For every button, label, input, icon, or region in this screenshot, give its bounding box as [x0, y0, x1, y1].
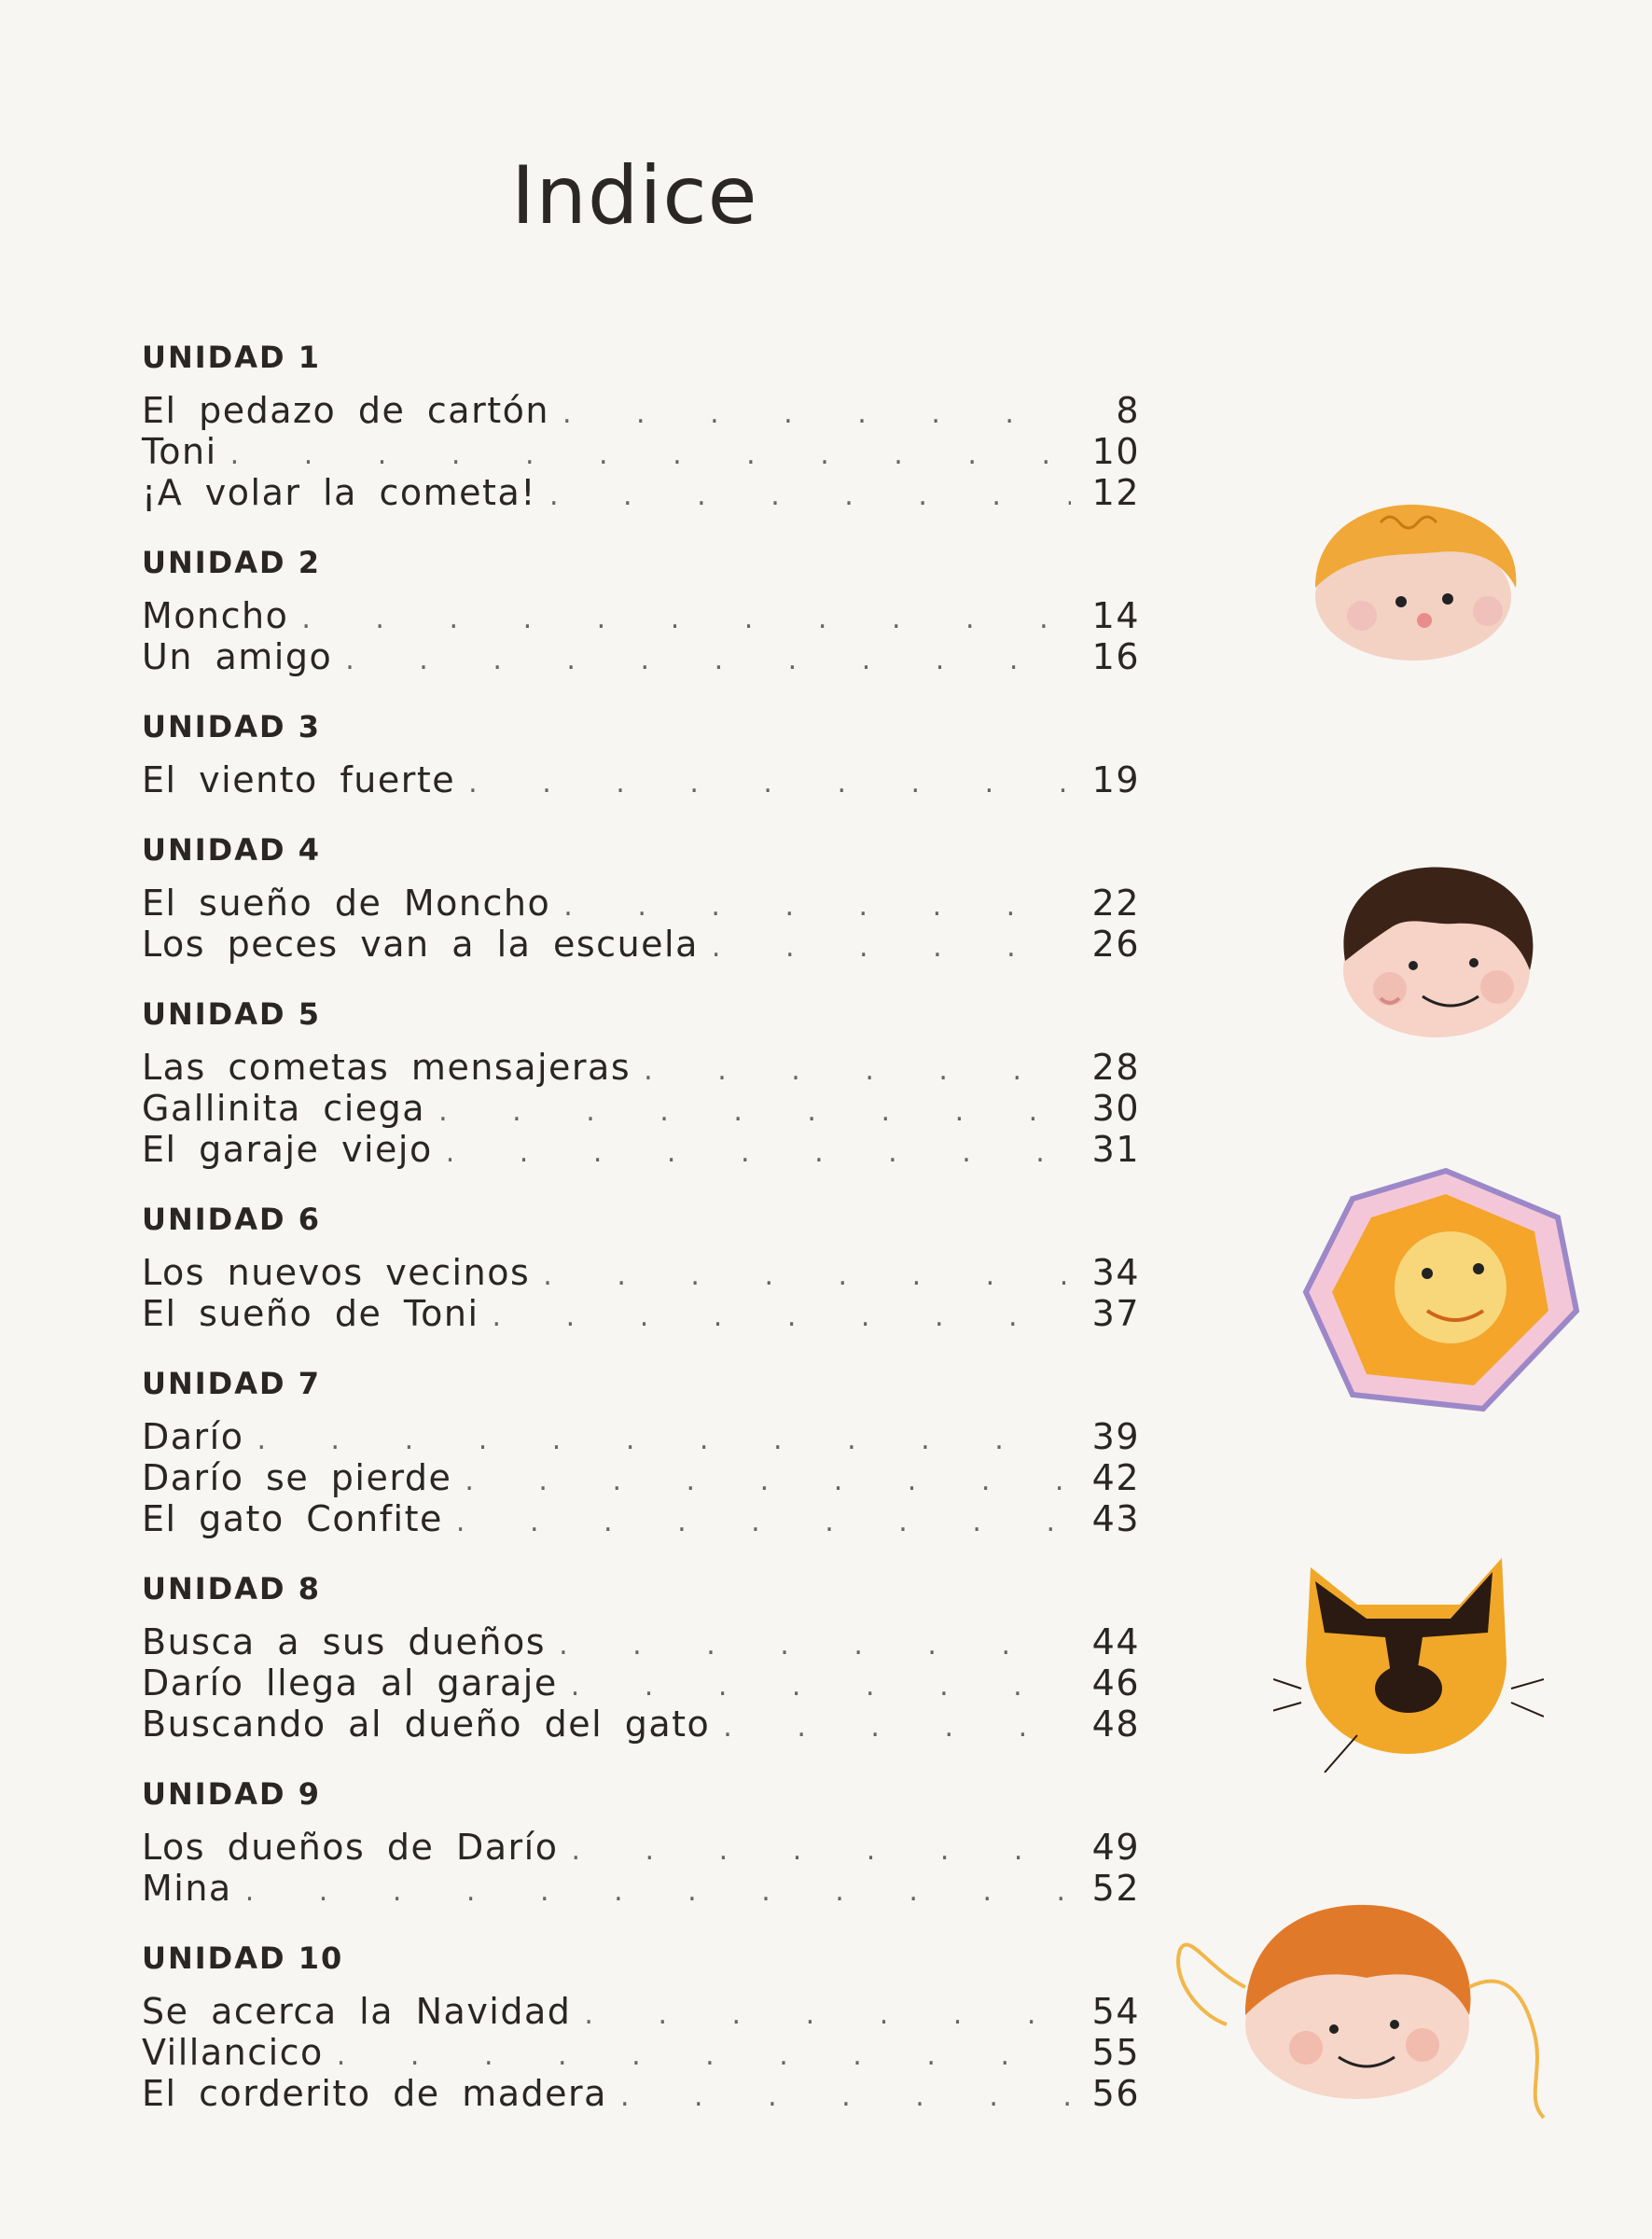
page-number: 30 [1091, 1088, 1140, 1129]
entry-title: Un amigo [142, 636, 333, 677]
dot-leader [257, 1420, 1071, 1461]
page-number: 55 [1091, 2032, 1140, 2073]
toc-entry[interactable] [142, 759, 1140, 800]
entry-title: Mina [142, 1868, 232, 1909]
entry-title: Buscando al dueño del gato [142, 1704, 711, 1745]
page-number: 42 [1091, 1457, 1140, 1498]
dot-leader [723, 1707, 1071, 1748]
page-number: 46 [1091, 1662, 1140, 1704]
dot-leader [301, 599, 1071, 640]
page-number: 37 [1091, 1293, 1140, 1334]
dot-leader [468, 763, 1071, 804]
blond-boy-face-illustration [1297, 494, 1530, 662]
dot-leader [345, 640, 1071, 681]
page-number: 19 [1091, 759, 1140, 800]
toc-entry[interactable] [142, 924, 1140, 965]
unit-section [142, 1567, 1140, 1773]
kite-face-illustration [1297, 1161, 1595, 1423]
page-number: 56 [1091, 2073, 1140, 2114]
dot-leader [712, 927, 1071, 968]
toc-entry[interactable] [142, 1088, 1140, 1129]
unit-heading: UNIDAD 3 [142, 709, 321, 744]
entry-title: Villancico [142, 2032, 324, 2073]
entry-title: Busca a sus dueños [142, 1621, 547, 1662]
page-number: 34 [1091, 1252, 1140, 1293]
unit-heading: UNIDAD 8 [142, 1571, 321, 1606]
dot-leader [620, 2077, 1071, 2118]
page-number: 26 [1091, 924, 1140, 965]
entry-title: El sueño de Moncho [142, 883, 551, 924]
unit-heading: UNIDAD 5 [142, 996, 321, 1032]
toc-entry[interactable] [142, 1416, 1140, 1457]
unit-section [142, 1937, 1140, 2142]
unit-section [142, 993, 1140, 1198]
page-number: 49 [1091, 1827, 1140, 1868]
entry-title: El gato Confite [142, 1498, 443, 1539]
page-number: 22 [1091, 883, 1140, 924]
toc-entry[interactable] [142, 1991, 1140, 2032]
dot-leader [644, 1050, 1071, 1092]
dot-leader [493, 1297, 1071, 1338]
toc-entry[interactable] [142, 1704, 1140, 1745]
entry-title: Gallinita ciega [142, 1088, 426, 1129]
dot-leader [465, 1461, 1071, 1502]
dot-leader [245, 1871, 1071, 1912]
dot-leader [446, 1133, 1071, 1174]
unit-heading: UNIDAD 2 [142, 545, 321, 580]
page-number: 16 [1091, 636, 1140, 677]
unit-section [142, 541, 1140, 705]
toc-entry[interactable] [142, 1621, 1140, 1662]
unit-heading: UNIDAD 4 [142, 832, 321, 868]
entry-title: Moncho [142, 595, 289, 636]
dark-haired-boy-face-illustration [1325, 858, 1548, 1045]
dot-leader [230, 435, 1071, 476]
entry-title: El viento fuerte [142, 759, 456, 800]
page-number: 8 [1116, 390, 1140, 431]
unit-section [142, 1198, 1140, 1362]
page-number: 10 [1091, 431, 1140, 472]
unit-section [142, 828, 1140, 993]
entry-title: El sueño de Toni [142, 1293, 479, 1334]
page-number: 43 [1091, 1498, 1140, 1539]
dot-leader [584, 1995, 1071, 2036]
entry-title: El garaje viejo [142, 1129, 433, 1170]
toc-entry[interactable] [142, 636, 1140, 677]
page-number: 44 [1091, 1621, 1140, 1662]
entry-title: El pedazo de cartón [142, 390, 549, 431]
unit-section [142, 1773, 1140, 1937]
red-haired-girl-face-illustration [1171, 1875, 1562, 2136]
entry-title: Se acerca la Navidad [142, 1991, 572, 2032]
dot-leader [571, 1830, 1071, 1871]
unit-section [142, 1362, 1140, 1567]
toc-entry[interactable] [142, 1129, 1140, 1170]
dot-leader [543, 1256, 1071, 1297]
page-number: 52 [1091, 1868, 1140, 1909]
toc-entry[interactable] [142, 1827, 1140, 1868]
toc-entry[interactable] [142, 1047, 1140, 1088]
dot-leader [456, 1502, 1071, 1543]
unit-section [142, 705, 1140, 828]
toc-entry[interactable] [142, 1457, 1140, 1498]
unit-heading: UNIDAD 1 [142, 340, 321, 375]
toc-entry[interactable] [142, 1293, 1140, 1334]
toc-entry[interactable] [142, 1252, 1140, 1293]
toc-entry[interactable] [142, 1498, 1140, 1539]
page-number: 12 [1091, 472, 1140, 513]
entry-title: Darío se pierde [142, 1457, 452, 1498]
page-title: Indice [511, 149, 758, 243]
dot-leader [549, 476, 1071, 517]
entry-title: Los nuevos vecinos [142, 1252, 531, 1293]
toc-entry[interactable] [142, 595, 1140, 636]
page-number: 54 [1091, 1991, 1140, 2032]
entry-title: Los peces van a la escuela [142, 924, 699, 965]
entry-title: Toni [142, 431, 217, 472]
table-of-contents [142, 336, 1140, 2142]
entry-title: Los dueños de Darío [142, 1827, 559, 1868]
entry-title: Las cometas mensajeras [142, 1047, 632, 1088]
cat-face-illustration [1273, 1549, 1544, 1773]
unit-section [142, 336, 1140, 541]
dot-leader [571, 1666, 1071, 1707]
dot-leader [562, 394, 1071, 435]
entry-title: El corderito de madera [142, 2073, 607, 2114]
toc-entry[interactable] [142, 1662, 1140, 1704]
toc-entry[interactable] [142, 1868, 1140, 1909]
dot-leader [438, 1092, 1071, 1133]
unit-heading: UNIDAD 7 [142, 1366, 321, 1401]
toc-entry[interactable] [142, 390, 1140, 431]
toc-entry[interactable] [142, 2032, 1140, 2073]
page-number: 48 [1091, 1704, 1140, 1745]
dot-leader [559, 1625, 1071, 1666]
unit-heading: UNIDAD 10 [142, 1940, 344, 1976]
entry-title: Darío [142, 1416, 244, 1457]
page-number: 39 [1091, 1416, 1140, 1457]
page-number: 14 [1091, 595, 1140, 636]
dot-leader [337, 2036, 1071, 2077]
unit-heading: UNIDAD 9 [142, 1776, 321, 1812]
dot-leader [563, 886, 1071, 927]
toc-entry[interactable] [142, 431, 1140, 472]
unit-heading: UNIDAD 6 [142, 1202, 321, 1237]
entry-title: ¡A volar la cometa! [142, 472, 536, 513]
toc-entry[interactable] [142, 472, 1140, 513]
toc-entry[interactable] [142, 2073, 1140, 2114]
entry-title: Darío llega al garaje [142, 1662, 558, 1704]
page-number: 31 [1091, 1129, 1140, 1170]
page-number: 28 [1091, 1047, 1140, 1088]
toc-entry[interactable] [142, 883, 1140, 924]
